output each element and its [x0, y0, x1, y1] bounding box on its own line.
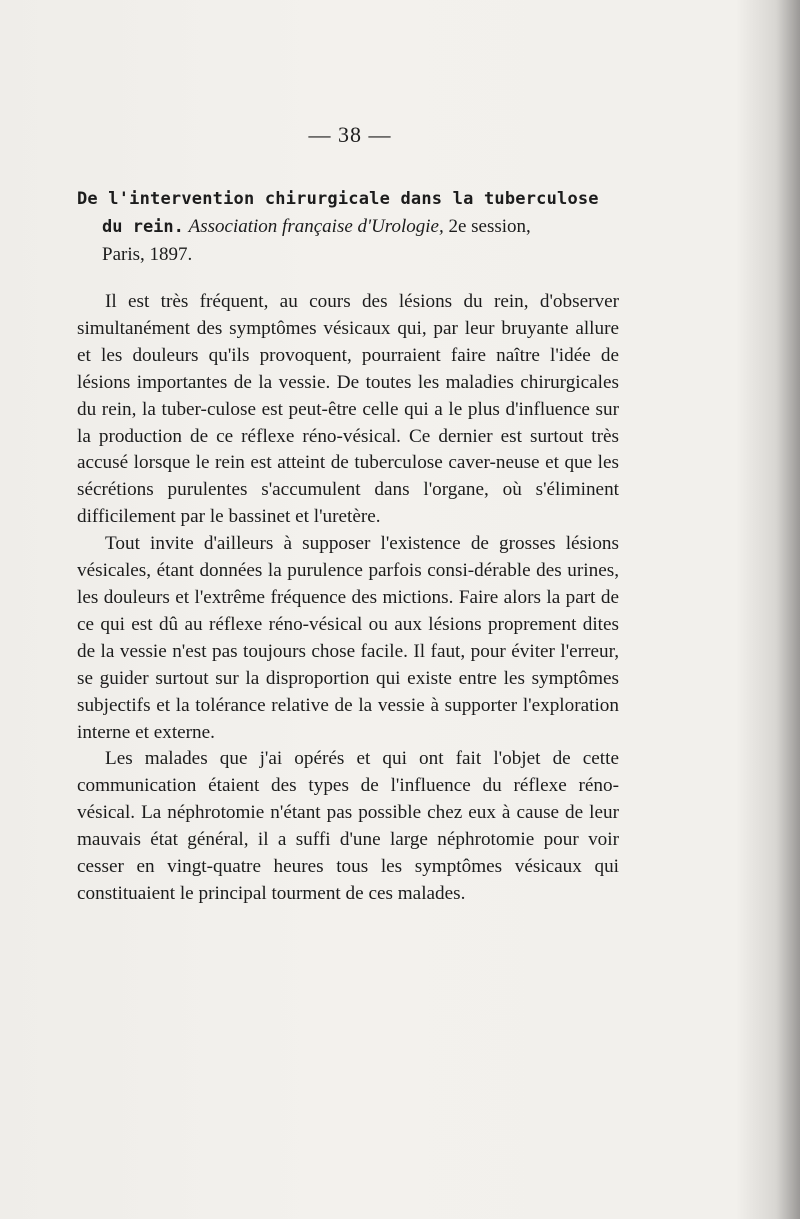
page-number: — 38 —: [308, 122, 392, 147]
paragraph-3: Les malades que j'ai opérés et qui ont fait l'objet de cette communication étaient des types de l'influence du réflexe réno-vésical. La néphrotomie n'étant pas possible chez eux à cause de leur mauvais état général, il a suffi d'une large néphrotomie pour voir cesser en vingt-quatre heures tous les symptômes vésicaux qui constituaient le principal tourment de ces malades.: [77, 748, 619, 904]
article-title: [77, 186, 617, 268]
paragraph-1: Il est très fréquent, au cours des lésions du rein, d'observer simultanément des symptômes vésicaux qui, par leur bruyante allure et les douleurs qu'ils provoquent, pourraient faire naître l'idée de lésions importantes de la vessie. De toutes les maladies chirurgicales du rein, la tuber-culose est peut-être celle qui a le plus d'influence sur la production de ce réflexe réno-vésical. Ce dernier est surtout très accusé lorsque le rein est atteint de tuberculose caver-neuse et que les sécrétions purulentes s'accumulent dans l'organe, où s'éliminent difficilement par le bassinet et l'uretère.: [77, 291, 619, 528]
article-body: [77, 289, 619, 908]
journal-name: Association française d'Urologie,: [188, 216, 444, 237]
paragraph-2: Tout invite d'ailleurs à supposer l'existence de grosses lésions vésicales, étant données la purulence parfois consi-dérable des urines, les douleurs et l'extrême fréquence des mictions. Faire alors la part de ce qui est dû au réflexe réno-vésical ou aux lésions proprement dites de la vessie n'est pas toujours chose facile. Il faut, pour éviter l'erreur, se guider surtout sur la disproportion qui existe entre les symptômes subjectifs et la tolérance relative de la vessie à supporter l'exploration interne et externe.: [77, 533, 619, 743]
title-heading-line1: De l'intervention chirurgicale dans la tuberculose: [77, 189, 599, 209]
place-year: Paris, 1897.: [102, 244, 193, 265]
title-heading-rein: du rein.: [102, 217, 184, 237]
title-heading-line2: [77, 213, 617, 241]
session-label: 2e session,: [448, 216, 531, 237]
